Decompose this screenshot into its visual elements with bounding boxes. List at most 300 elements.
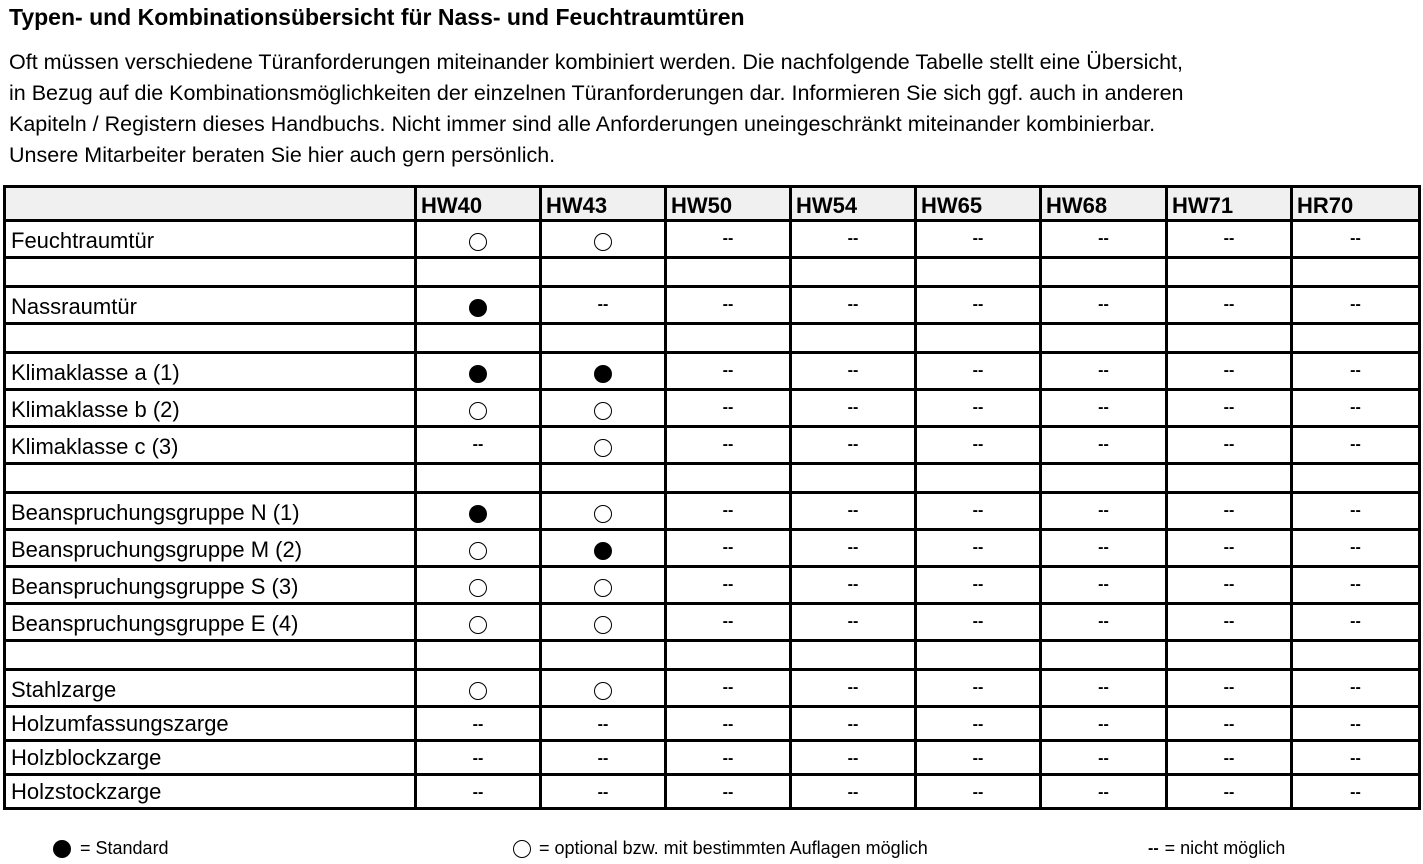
dash-symbol: -- bbox=[1098, 716, 1109, 733]
table-cell bbox=[791, 324, 916, 353]
dash-symbol: -- bbox=[1148, 839, 1159, 857]
table-cell bbox=[541, 493, 666, 530]
table-cell bbox=[1292, 258, 1420, 287]
dash-symbol: -- bbox=[972, 502, 984, 519]
table-row bbox=[5, 390, 1420, 427]
table-cell bbox=[666, 641, 791, 670]
table-cell bbox=[1292, 464, 1420, 493]
row-label bbox=[5, 324, 416, 353]
table-cell bbox=[666, 324, 791, 353]
dash-symbol: -- bbox=[972, 750, 984, 767]
row-label: Holzstockzarge bbox=[5, 775, 416, 809]
table-cell bbox=[1041, 464, 1167, 493]
dash-symbol: -- bbox=[847, 502, 859, 519]
table-cell bbox=[1041, 258, 1167, 287]
table-cell bbox=[791, 775, 916, 809]
table-cell bbox=[1041, 427, 1167, 464]
dash-symbol: -- bbox=[1223, 750, 1235, 767]
table-row bbox=[5, 427, 1420, 464]
table-cell bbox=[1292, 670, 1420, 707]
table-cell bbox=[1167, 493, 1292, 530]
page-title: Typen- und Kombinationsübersicht für Nass- und Feuchtraumtüren bbox=[9, 4, 745, 30]
dash-symbol: -- bbox=[1350, 399, 1361, 416]
table-cell bbox=[1041, 604, 1167, 641]
table-cell bbox=[541, 287, 666, 324]
empty-circle-icon bbox=[594, 439, 612, 457]
dash-symbol: -- bbox=[847, 750, 859, 767]
table-cell bbox=[1167, 258, 1292, 287]
dash-symbol: -- bbox=[722, 576, 734, 593]
dash-symbol: -- bbox=[1098, 613, 1109, 630]
dash-symbol: -- bbox=[972, 539, 984, 556]
row-label: Klimaklasse c (3) bbox=[5, 427, 416, 464]
table-cell bbox=[1292, 287, 1420, 324]
empty-circle-icon bbox=[594, 233, 612, 251]
dash-symbol: -- bbox=[722, 502, 734, 519]
dash-symbol: -- bbox=[1223, 399, 1235, 416]
dash-symbol: -- bbox=[722, 436, 734, 453]
table-spacer-row bbox=[5, 464, 1420, 493]
dash-symbol: -- bbox=[597, 750, 609, 767]
empty-circle-icon bbox=[469, 402, 487, 420]
table-cell bbox=[916, 493, 1041, 530]
table-cell bbox=[416, 707, 541, 741]
filled-circle-icon bbox=[594, 365, 612, 383]
dash-symbol: -- bbox=[1223, 613, 1235, 630]
intro-line: Oft müssen verschiedene Türanforderungen miteinander kombiniert werden. Die nachfolgende Tabelle stellt eine Übersicht, bbox=[9, 50, 1184, 74]
dash-symbol: -- bbox=[1223, 539, 1235, 556]
column-header-hw43: HW43 bbox=[541, 187, 666, 221]
table-cell bbox=[416, 567, 541, 604]
row-label: Beanspruchungsgruppe M (2) bbox=[5, 530, 416, 567]
dash-symbol: -- bbox=[1350, 502, 1361, 519]
row-label: Klimaklasse b (2) bbox=[5, 390, 416, 427]
dash-symbol: -- bbox=[847, 679, 859, 696]
table-cell bbox=[666, 493, 791, 530]
dash-symbol: -- bbox=[1223, 502, 1235, 519]
dash-symbol: -- bbox=[847, 539, 859, 556]
table-cell bbox=[666, 741, 791, 775]
dash-symbol: -- bbox=[597, 716, 609, 733]
legend-none-label: = nicht möglich bbox=[1164, 838, 1286, 858]
row-label: Feuchtraumtür bbox=[5, 221, 416, 258]
table-cell bbox=[541, 670, 666, 707]
table-row bbox=[5, 287, 1420, 324]
table-cell bbox=[1167, 324, 1292, 353]
table-cell bbox=[791, 353, 916, 390]
table-cell bbox=[916, 464, 1041, 493]
dash-symbol: -- bbox=[472, 716, 484, 733]
table-cell bbox=[916, 567, 1041, 604]
empty-circle-icon bbox=[594, 505, 612, 523]
dash-symbol: -- bbox=[847, 296, 859, 313]
column-header-hw65: HW65 bbox=[916, 187, 1041, 221]
table-cell bbox=[541, 390, 666, 427]
table-cell bbox=[541, 353, 666, 390]
dash-symbol: -- bbox=[1350, 784, 1361, 801]
table-cell bbox=[916, 670, 1041, 707]
dash-symbol: -- bbox=[722, 716, 734, 733]
table-cell bbox=[916, 427, 1041, 464]
table-cell bbox=[666, 670, 791, 707]
dash-symbol: -- bbox=[1098, 539, 1109, 556]
table-cell bbox=[416, 775, 541, 809]
dash-symbol: -- bbox=[1350, 576, 1361, 593]
table-cell bbox=[916, 530, 1041, 567]
dash-symbol: -- bbox=[847, 576, 859, 593]
dash-symbol: -- bbox=[847, 613, 859, 630]
empty-circle-icon bbox=[469, 579, 487, 597]
row-label: Holzblockzarge bbox=[5, 741, 416, 775]
table-cell bbox=[1041, 530, 1167, 567]
table-row bbox=[5, 707, 1420, 741]
legend-standard bbox=[53, 838, 169, 859]
intro-line: Kapiteln / Registern dieses Handbuchs. Nicht immer sind alle Anforderungen uneingeschränkt miteinander kombinierbar. bbox=[9, 112, 1156, 136]
table-cell bbox=[1041, 493, 1167, 530]
legend-optional bbox=[513, 838, 928, 859]
row-label bbox=[5, 464, 416, 493]
table-cell bbox=[416, 221, 541, 258]
column-header-hw40: HW40 bbox=[416, 187, 541, 221]
table-cell bbox=[666, 707, 791, 741]
table-cell bbox=[1292, 427, 1420, 464]
dash-symbol: -- bbox=[847, 362, 859, 379]
table-cell bbox=[1041, 221, 1167, 258]
row-label: Stahlzarge bbox=[5, 670, 416, 707]
table-cell bbox=[1041, 741, 1167, 775]
table-cell bbox=[916, 641, 1041, 670]
dash-symbol: -- bbox=[1350, 539, 1361, 556]
table-cell bbox=[1292, 530, 1420, 567]
filled-circle-icon bbox=[53, 840, 71, 858]
table-cell bbox=[1167, 775, 1292, 809]
table-cell bbox=[916, 604, 1041, 641]
table-cell bbox=[416, 390, 541, 427]
empty-circle-icon bbox=[594, 682, 612, 700]
dash-symbol: -- bbox=[1223, 716, 1235, 733]
table-cell bbox=[416, 464, 541, 493]
table-cell bbox=[666, 221, 791, 258]
table-cell bbox=[1167, 707, 1292, 741]
table-cell bbox=[666, 604, 791, 641]
dash-symbol: -- bbox=[1098, 679, 1109, 696]
column-header-hw68: HW68 bbox=[1041, 187, 1167, 221]
combination-table bbox=[3, 185, 1421, 810]
dash-symbol: -- bbox=[972, 362, 984, 379]
row-label bbox=[5, 258, 416, 287]
filled-circle-icon bbox=[469, 505, 487, 523]
row-label: Beanspruchungsgruppe E (4) bbox=[5, 604, 416, 641]
table-cell bbox=[666, 775, 791, 809]
table-cell bbox=[1167, 567, 1292, 604]
dash-symbol: -- bbox=[847, 230, 859, 247]
table-cell bbox=[916, 390, 1041, 427]
dash-symbol: -- bbox=[1098, 576, 1109, 593]
table-cell bbox=[916, 741, 1041, 775]
dash-symbol: -- bbox=[1350, 750, 1361, 767]
table-cell bbox=[791, 741, 916, 775]
table-cell bbox=[666, 427, 791, 464]
dash-symbol: -- bbox=[722, 613, 734, 630]
table-cell bbox=[1167, 353, 1292, 390]
dash-symbol: -- bbox=[972, 716, 984, 733]
dash-symbol: -- bbox=[472, 784, 484, 801]
dash-symbol: -- bbox=[722, 679, 734, 696]
dash-symbol: -- bbox=[847, 436, 859, 453]
legend-optional-label: = optional bzw. mit bestimmten Auflagen möglich bbox=[539, 838, 928, 858]
table-row bbox=[5, 670, 1420, 707]
table-cell bbox=[1167, 741, 1292, 775]
empty-circle-icon bbox=[469, 542, 487, 560]
intro-line: in Bezug auf die Kombinationsmöglichkeiten der einzelnen Türanforderungen dar. Informieren Sie sich ggf. auch in anderen bbox=[9, 81, 1184, 105]
table-row bbox=[5, 567, 1420, 604]
dash-symbol: -- bbox=[597, 784, 609, 801]
dash-symbol: -- bbox=[1223, 784, 1235, 801]
table-cell bbox=[1041, 775, 1167, 809]
row-label: Klimaklasse a (1) bbox=[5, 353, 416, 390]
empty-circle-icon bbox=[469, 233, 487, 251]
table-cell bbox=[416, 287, 541, 324]
dash-symbol: -- bbox=[1098, 230, 1109, 247]
table-cell bbox=[541, 567, 666, 604]
empty-circle-icon bbox=[594, 579, 612, 597]
empty-circle-icon bbox=[469, 616, 487, 634]
dash-symbol: -- bbox=[472, 436, 484, 453]
table-cell bbox=[791, 287, 916, 324]
dash-symbol: -- bbox=[847, 399, 859, 416]
table-cell bbox=[916, 353, 1041, 390]
table-cell bbox=[1041, 353, 1167, 390]
dash-symbol: -- bbox=[1098, 399, 1109, 416]
row-label: Holzumfassungszarge bbox=[5, 707, 416, 741]
table-cell bbox=[1041, 641, 1167, 670]
table-cell bbox=[416, 353, 541, 390]
dash-symbol: -- bbox=[1223, 362, 1235, 379]
table-cell bbox=[1041, 324, 1167, 353]
table-cell bbox=[791, 530, 916, 567]
table-cell bbox=[791, 258, 916, 287]
dash-symbol: -- bbox=[972, 784, 984, 801]
table-cell bbox=[416, 324, 541, 353]
table-cell bbox=[916, 287, 1041, 324]
table-row bbox=[5, 530, 1420, 567]
dash-symbol: -- bbox=[1098, 784, 1109, 801]
table-row bbox=[5, 353, 1420, 390]
dash-symbol: -- bbox=[722, 539, 734, 556]
table-cell bbox=[541, 324, 666, 353]
dash-symbol: -- bbox=[1223, 230, 1235, 247]
table-cell bbox=[666, 390, 791, 427]
column-header-hw54: HW54 bbox=[791, 187, 916, 221]
table-cell bbox=[541, 604, 666, 641]
table-row bbox=[5, 221, 1420, 258]
table-cell bbox=[416, 741, 541, 775]
dash-symbol: -- bbox=[1223, 296, 1235, 313]
header-corner-cell bbox=[5, 187, 416, 221]
table-cell bbox=[666, 353, 791, 390]
dash-symbol: -- bbox=[1350, 296, 1361, 313]
row-label bbox=[5, 641, 416, 670]
column-header-hw71: HW71 bbox=[1167, 187, 1292, 221]
dash-symbol: -- bbox=[722, 750, 734, 767]
table-cell bbox=[791, 641, 916, 670]
filled-circle-icon bbox=[469, 299, 487, 317]
dash-symbol: -- bbox=[722, 296, 734, 313]
empty-circle-icon bbox=[594, 616, 612, 634]
table-cell bbox=[1292, 567, 1420, 604]
dash-symbol: -- bbox=[597, 296, 609, 313]
dash-symbol: -- bbox=[1098, 502, 1109, 519]
table-cell bbox=[791, 427, 916, 464]
dash-symbol: -- bbox=[722, 784, 734, 801]
dash-symbol: -- bbox=[1223, 576, 1235, 593]
table-cell bbox=[916, 258, 1041, 287]
dash-symbol: -- bbox=[972, 613, 984, 630]
column-header-hw50: HW50 bbox=[666, 187, 791, 221]
filled-circle-icon bbox=[469, 365, 487, 383]
table-row bbox=[5, 493, 1420, 530]
dash-symbol: -- bbox=[1350, 230, 1361, 247]
table-cell bbox=[1167, 670, 1292, 707]
filled-circle-icon bbox=[594, 542, 612, 560]
row-label: Beanspruchungsgruppe S (3) bbox=[5, 567, 416, 604]
table-cell bbox=[1041, 287, 1167, 324]
table-cell bbox=[541, 775, 666, 809]
table-cell bbox=[1167, 287, 1292, 324]
table-cell bbox=[791, 707, 916, 741]
table-spacer-row bbox=[5, 641, 1420, 670]
table-cell bbox=[541, 530, 666, 567]
table-spacer-row bbox=[5, 258, 1420, 287]
table-cell bbox=[541, 707, 666, 741]
table-cell bbox=[666, 530, 791, 567]
table-cell bbox=[1167, 464, 1292, 493]
dash-symbol: -- bbox=[722, 399, 734, 416]
table-row bbox=[5, 604, 1420, 641]
dash-symbol: -- bbox=[972, 399, 984, 416]
table-cell bbox=[1167, 604, 1292, 641]
table-cell bbox=[1167, 530, 1292, 567]
dash-symbol: -- bbox=[722, 230, 734, 247]
table-cell bbox=[1292, 741, 1420, 775]
table-cell bbox=[1041, 670, 1167, 707]
dash-symbol: -- bbox=[1098, 362, 1109, 379]
table-header-row bbox=[5, 187, 1420, 221]
table-cell bbox=[1167, 427, 1292, 464]
dash-symbol: -- bbox=[847, 716, 859, 733]
table-row bbox=[5, 741, 1420, 775]
row-label: Nassraumtür bbox=[5, 287, 416, 324]
table-cell bbox=[416, 530, 541, 567]
table-spacer-row bbox=[5, 324, 1420, 353]
empty-circle-icon bbox=[469, 682, 487, 700]
dash-symbol: -- bbox=[1350, 436, 1361, 453]
table-cell bbox=[1041, 390, 1167, 427]
table-cell bbox=[1292, 604, 1420, 641]
intro-line: Unsere Mitarbeiter beraten Sie hier auch gern persönlich. bbox=[9, 143, 556, 167]
table-cell bbox=[416, 258, 541, 287]
table-cell bbox=[1292, 324, 1420, 353]
table-cell bbox=[1167, 641, 1292, 670]
table-cell bbox=[1292, 707, 1420, 741]
dash-symbol: -- bbox=[972, 296, 984, 313]
legend-standard-label: = Standard bbox=[80, 838, 169, 858]
table-cell bbox=[666, 287, 791, 324]
table-cell bbox=[666, 258, 791, 287]
table-cell bbox=[541, 427, 666, 464]
table-cell bbox=[541, 221, 666, 258]
dash-symbol: -- bbox=[847, 784, 859, 801]
table-cell bbox=[666, 567, 791, 604]
table-cell bbox=[1292, 775, 1420, 809]
table-cell bbox=[916, 324, 1041, 353]
dash-symbol: -- bbox=[472, 750, 484, 767]
table-cell bbox=[1292, 353, 1420, 390]
table-cell bbox=[791, 567, 916, 604]
table-cell bbox=[1167, 221, 1292, 258]
dash-symbol: -- bbox=[722, 362, 734, 379]
table-cell bbox=[1041, 567, 1167, 604]
dash-symbol: -- bbox=[1098, 436, 1109, 453]
table-cell bbox=[416, 604, 541, 641]
table-cell bbox=[541, 258, 666, 287]
dash-symbol: -- bbox=[1350, 716, 1361, 733]
table-cell bbox=[541, 741, 666, 775]
table-cell bbox=[791, 464, 916, 493]
table-cell bbox=[916, 221, 1041, 258]
empty-circle-icon bbox=[594, 402, 612, 420]
table-cell bbox=[416, 670, 541, 707]
dash-symbol: -- bbox=[1223, 679, 1235, 696]
table-cell bbox=[916, 707, 1041, 741]
dash-symbol: -- bbox=[1350, 362, 1361, 379]
row-label: Beanspruchungsgruppe N (1) bbox=[5, 493, 416, 530]
table-cell bbox=[791, 221, 916, 258]
table-cell bbox=[916, 775, 1041, 809]
dash-symbol: -- bbox=[1350, 613, 1361, 630]
column-header-hr70: HR70 bbox=[1292, 187, 1420, 221]
table-cell bbox=[541, 464, 666, 493]
empty-circle-icon bbox=[513, 840, 531, 858]
dash-symbol: -- bbox=[972, 436, 984, 453]
table-cell bbox=[416, 641, 541, 670]
intro-text bbox=[9, 47, 1419, 171]
dash-symbol: -- bbox=[972, 230, 984, 247]
table-cell bbox=[666, 464, 791, 493]
dash-symbol: -- bbox=[1223, 436, 1235, 453]
table-cell bbox=[1292, 493, 1420, 530]
dash-symbol: -- bbox=[1098, 750, 1109, 767]
table-cell bbox=[791, 493, 916, 530]
table-cell bbox=[791, 604, 916, 641]
dash-symbol: -- bbox=[972, 679, 984, 696]
table-cell bbox=[791, 670, 916, 707]
table-cell bbox=[1292, 641, 1420, 670]
table-cell bbox=[1041, 707, 1167, 741]
dash-symbol: -- bbox=[1098, 296, 1109, 313]
table-cell bbox=[416, 427, 541, 464]
dash-symbol: -- bbox=[1350, 679, 1361, 696]
table-cell bbox=[1167, 390, 1292, 427]
table-cell bbox=[416, 493, 541, 530]
legend-none bbox=[1148, 838, 1285, 859]
table-cell bbox=[1292, 390, 1420, 427]
dash-symbol: -- bbox=[972, 576, 984, 593]
table-row bbox=[5, 775, 1420, 809]
table-cell bbox=[541, 641, 666, 670]
table-cell bbox=[791, 390, 916, 427]
table-cell bbox=[1292, 221, 1420, 258]
